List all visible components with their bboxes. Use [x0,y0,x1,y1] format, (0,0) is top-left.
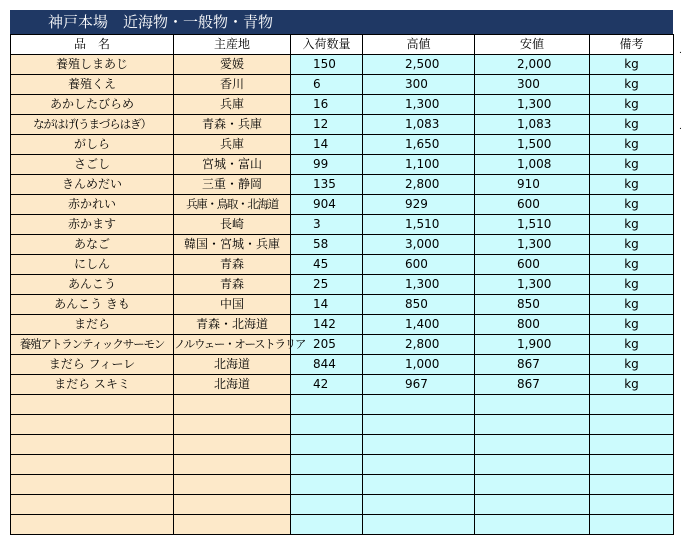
item-name-cell [11,215,174,235]
low-price-cell [475,175,590,195]
table-row [11,175,674,195]
cell-text: 844 [313,357,336,371]
origin-cell [174,435,291,455]
header-row [11,35,674,55]
cell-text: 韓国・宮城・兵庫 [183,237,280,251]
high-price-cell [363,115,475,135]
cell-text: まだら スキミ [54,377,130,391]
cell-text: 150 [313,57,336,71]
remarks-cell [590,315,674,335]
remarks-cell [590,255,674,275]
quantity-cell [291,55,363,75]
header-low-price: 安値 [475,35,590,55]
remarks-cell [590,435,674,455]
cell-text: 1,400 [405,317,440,331]
table-row [11,135,674,155]
remarks-cell [590,455,674,475]
high-price-cell [363,275,475,295]
cell-text: 1,083 [405,117,440,131]
high-price-cell [363,155,475,175]
low-price-cell [475,435,590,455]
quantity-cell [291,255,363,275]
header-origin: 主産地 [174,35,291,55]
cell-text: 867 [517,357,540,371]
table-row [11,75,674,95]
empty-row [11,475,674,495]
high-price-cell [363,295,475,315]
cell-text: 14 [313,137,329,151]
item-name-cell [11,375,174,395]
cell-text: 1,008 [517,157,552,171]
cell-text: 910 [517,177,540,191]
item-name-cell [11,55,174,75]
empty-row [11,515,674,535]
cell-text: 1,510 [405,217,440,231]
quantity-cell [291,475,363,495]
cell-text: 2,800 [405,177,440,191]
low-price-cell [475,475,590,495]
cell-text: 中国 [219,297,244,311]
cell-text: kg [624,177,639,191]
table-row [11,215,674,235]
cell-text: 養殖アトランティックサーモン [19,337,165,351]
quantity-cell [291,495,363,515]
cell-text: ながはげ(うまづらはぎ） [33,117,151,131]
high-price-cell [363,395,475,415]
cell-text: 1,900 [517,337,552,351]
origin-cell [174,135,291,155]
header-high-price: 高値 [363,35,475,55]
cell-text: kg [624,337,639,351]
table-row [11,255,674,275]
cell-text: kg [624,357,639,371]
market-price-sheet [10,10,673,535]
cell-text: あなご [73,237,110,251]
price-table [10,34,674,535]
quantity-cell [291,135,363,155]
item-name-cell [11,135,174,155]
origin-cell [174,55,291,75]
origin-cell [174,175,291,195]
cell-text: 58 [313,237,329,251]
cell-text: きんめだい [61,177,122,191]
cell-text: 850 [405,297,428,311]
cell-text: 300 [517,77,540,91]
low-price-cell [475,495,590,515]
low-price-cell [475,115,590,135]
low-price-cell [475,215,590,235]
table-row [11,375,674,395]
empty-row [11,435,674,455]
cell-text: 850 [517,297,540,311]
origin-cell [174,255,291,275]
cell-text: kg [624,217,639,231]
item-name-cell [11,275,174,295]
cell-text: 600 [517,257,540,271]
cell-text: 青森 [219,277,244,291]
remarks-cell [590,135,674,155]
remarks-cell [590,515,674,535]
high-price-cell [363,335,475,355]
cell-text: 14 [313,297,329,311]
cell-text: 800 [517,317,540,331]
cell-text: kg [624,137,639,151]
remarks-cell [590,375,674,395]
cell-text: 600 [405,257,428,271]
cell-text: 1,300 [405,97,440,111]
remarks-cell [590,235,674,255]
table-row [11,335,674,355]
origin-cell [174,75,291,95]
header-item-name: 品 名 [11,35,174,55]
cell-text: 青森 [219,257,244,271]
cell-text: 967 [405,377,428,391]
cell-text: あんこう きも [54,297,130,311]
quantity-cell [291,435,363,455]
quantity-cell [291,515,363,535]
cell-text: 6 [313,77,321,91]
cell-text: 1,300 [405,277,440,291]
item-name-cell [11,95,174,115]
item-name-cell [11,155,174,175]
cell-text: 904 [313,197,336,211]
high-price-cell [363,355,475,375]
origin-cell [174,315,291,335]
low-price-cell [475,415,590,435]
quantity-cell [291,175,363,195]
cell-text: 2,000 [517,57,552,71]
table-row [11,195,674,215]
cell-text: 45 [313,257,329,271]
low-price-cell [475,515,590,535]
high-price-cell [363,175,475,195]
cell-text: 養殖しまあじ [55,57,128,71]
cell-text: 3,000 [405,237,440,251]
table-row [11,235,674,255]
table-row [11,355,674,375]
remarks-cell [590,275,674,295]
low-price-cell [475,95,590,115]
cell-text: 135 [313,177,336,191]
remarks-cell [590,355,674,375]
low-price-cell [475,375,590,395]
cell-text: 赤かます [67,217,116,231]
quantity-cell [291,315,363,335]
remarks-cell [590,95,674,115]
item-name-cell [11,415,174,435]
high-price-cell [363,135,475,155]
item-name-cell [11,315,174,335]
origin-cell [174,95,291,115]
cell-text: kg [624,237,639,251]
cell-text: 兵庫・鳥取・北海道 [186,197,278,211]
low-price-cell [475,355,590,375]
high-price-cell [363,515,475,535]
remarks-cell [590,395,674,415]
origin-cell [174,475,291,495]
high-price-cell [363,215,475,235]
cell-text: kg [624,97,639,111]
high-price-cell [363,75,475,95]
quantity-cell [291,195,363,215]
item-name-cell [11,115,174,135]
high-price-cell [363,435,475,455]
cell-text: 16 [313,97,329,111]
remarks-cell [590,335,674,355]
remarks-cell [590,75,674,95]
low-price-cell [475,335,590,355]
cell-text: 兵庫 [219,137,244,151]
cell-text: 北海道 [213,357,250,371]
table-row [11,315,674,335]
cell-text: 宮城・富山 [201,157,262,171]
low-price-cell [475,295,590,315]
origin-cell [174,395,291,415]
item-name-cell [11,195,174,215]
cell-text: 2,800 [405,337,440,351]
quantity-cell [291,275,363,295]
cell-text: 青森・兵庫 [201,117,262,131]
cell-text: kg [624,317,639,331]
origin-cell [174,275,291,295]
low-price-cell [475,255,590,275]
table-row [11,275,674,295]
cell-text: 929 [405,197,428,211]
low-price-cell [475,75,590,95]
cell-text: 三重・静岡 [201,177,262,191]
cell-text: 1,100 [405,157,440,171]
quantity-cell [291,355,363,375]
item-name-cell [11,235,174,255]
origin-cell [174,515,291,535]
item-name-cell [11,175,174,195]
low-price-cell [475,455,590,475]
cell-text: kg [624,157,639,171]
item-name-cell [11,515,174,535]
low-price-cell [475,235,590,255]
header-remarks: 備考 [590,35,674,55]
low-price-cell [475,135,590,155]
origin-cell [174,415,291,435]
cell-text: kg [624,77,639,91]
high-price-cell [363,475,475,495]
low-price-cell [475,195,590,215]
item-name-cell [11,335,174,355]
cell-text: 300 [405,77,428,91]
item-name-cell [11,435,174,455]
remarks-cell [590,295,674,315]
cell-text: 養殖くえ [67,77,116,91]
empty-row [11,495,674,515]
cell-text: にしん [73,257,110,271]
origin-cell [174,335,306,355]
header-quantity: 入荷数量 [291,35,363,55]
cell-text: がしら [73,137,110,151]
cell-text: 1,650 [405,137,440,151]
sheet-title: 神戸本場 近海物・一般物・青物 [10,10,673,34]
origin-cell [174,215,291,235]
item-name-cell [11,355,174,375]
high-price-cell [363,415,475,435]
origin-cell [174,355,291,375]
cell-text: 青森・北海道 [195,317,268,331]
empty-row [11,415,674,435]
high-price-cell [363,455,475,475]
remarks-cell [590,55,674,75]
remarks-cell [590,475,674,495]
side-mark: . [679,122,682,132]
cell-text: 25 [313,277,329,291]
cell-text: 赤かれい [67,197,116,211]
remarks-cell [590,195,674,215]
empty-row [11,395,674,415]
cell-text: あかしたびらめ [49,97,134,111]
cell-text: 1,000 [405,357,440,371]
cell-text: 42 [313,377,329,391]
high-price-cell [363,95,475,115]
quantity-cell [291,295,363,315]
cell-text: 2,500 [405,57,440,71]
cell-text: 1,083 [517,117,552,131]
remarks-cell [590,415,674,435]
cell-text: 142 [313,317,336,331]
origin-cell [174,295,291,315]
item-name-cell [11,75,174,95]
remarks-cell [590,115,674,135]
cell-text: 北海道 [213,377,250,391]
cell-text: kg [624,377,639,391]
cell-text: kg [624,297,639,311]
side-mark: . [679,46,682,56]
table-row [11,155,674,175]
quantity-cell [291,155,363,175]
cell-text: 兵庫 [219,97,244,111]
item-name-cell [11,255,174,275]
high-price-cell [363,235,475,255]
remarks-cell [590,155,674,175]
cell-text: 1,300 [517,97,552,111]
cell-text: kg [624,257,639,271]
cell-text: kg [624,117,639,131]
origin-cell [174,375,291,395]
origin-cell [174,195,291,215]
quantity-cell [291,375,363,395]
origin-cell [174,155,291,175]
empty-row [11,455,674,475]
high-price-cell [363,495,475,515]
table-row [11,295,674,315]
cell-text: 長崎 [219,217,244,231]
cell-text: 1,510 [517,217,552,231]
table-row [11,55,674,75]
quantity-cell [291,215,363,235]
cell-text: まだら [73,317,110,331]
cell-text: kg [624,197,639,211]
cell-text: ノルウェー・オーストラリア [174,337,306,351]
cell-text: 12 [313,117,329,131]
cell-text: 1,300 [517,237,552,251]
quantity-cell [291,455,363,475]
origin-cell [174,495,291,515]
item-name-cell [11,455,174,475]
item-name-cell [11,495,174,515]
quantity-cell [291,395,363,415]
cell-text: まだら フィーレ [48,357,136,371]
low-price-cell [475,275,590,295]
cell-text: 1,500 [517,137,552,151]
quantity-cell [291,115,363,135]
remarks-cell [590,215,674,235]
cell-text: 867 [517,377,540,391]
item-name-cell [11,475,174,495]
low-price-cell [475,315,590,335]
quantity-cell [291,235,363,255]
cell-text: 600 [517,197,540,211]
cell-text: さごし [73,157,110,171]
low-price-cell [475,155,590,175]
quantity-cell [291,415,363,435]
cell-text: 205 [313,337,336,351]
cell-text: kg [624,277,639,291]
cell-text: kg [624,57,639,71]
table-row [11,115,674,135]
origin-cell [174,115,291,135]
quantity-cell [291,75,363,95]
cell-text: 99 [313,157,329,171]
quantity-cell [291,95,363,115]
remarks-cell [590,175,674,195]
remarks-cell [590,495,674,515]
high-price-cell [363,255,475,275]
item-name-cell [11,295,174,315]
item-name-cell [11,395,174,415]
low-price-cell [475,395,590,415]
cell-text: 香川 [219,77,244,91]
cell-text: 3 [313,217,321,231]
high-price-cell [363,315,475,335]
cell-text: 1,300 [517,277,552,291]
high-price-cell [363,375,475,395]
cell-text: あんこう [67,277,116,291]
table-row [11,95,674,115]
origin-cell [174,235,291,255]
low-price-cell [475,55,590,75]
origin-cell [174,455,291,475]
high-price-cell [363,195,475,215]
high-price-cell [363,55,475,75]
cell-text: 愛媛 [219,57,244,71]
